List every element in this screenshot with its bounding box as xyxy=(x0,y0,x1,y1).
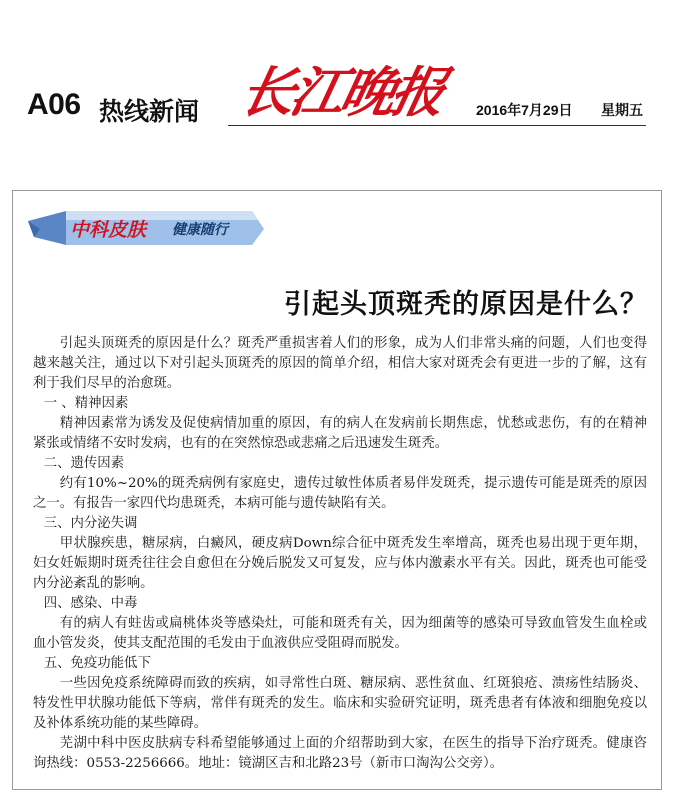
page-section-title: 热线新闻 xyxy=(99,97,200,126)
section-paragraph: 一些因免疫系统障碍而致的疾病，如寻常性白斑、糖尿病、恶性贫血、红斑狼疮、溃疡性结肠炎、特发性甲状腺功能低下等病，常伴有斑秃的发生。临床和实验研究证明，斑秃患者有体液和细胞免疫以及补体系统功能的某些障碍。 xyxy=(33,676,647,731)
logo-text: 长江晚报 xyxy=(234,60,449,124)
section-paragraph: 精神因素常为诱发及促使病情加重的原因，有的病人在发病前长期焦虑，忧愁或悲伤，有的在精神紧张或情绪不安时发病，也有的在突然惊恐或悲痛之后迅速发生斑秃。 xyxy=(33,416,647,451)
page-code: A06 xyxy=(27,88,81,121)
issue-date: 2016年7月29日 xyxy=(476,102,573,118)
section-paragraph: 约有10%~20%的斑秃病例有家庭史，遗传过敏性体质者易伴发斑秃，提示遗传可能是斑秃的原因之一。有报告一家四代均患斑秃，本病可能与遗传缺陷有关。 xyxy=(33,476,647,511)
section-heading: 二、遗传因素 xyxy=(43,456,125,471)
newspaper-logo xyxy=(234,50,456,130)
issue-weekday: 星期五 xyxy=(601,103,643,119)
masthead xyxy=(0,0,676,140)
section-paragraph: 有的病人有蛀齿或扁桃体炎等感染灶，可能和斑秃有关，因为细菌等的感染可导致血管发生血栓或血小管发炎，使其支配范围的毛发由于血液供应受阻碍而脱发。 xyxy=(33,616,647,651)
closing-paragraph: 芜湖中科中医皮肤病专科希望能够通过上面的介绍帮助到大家，在医生的指导下治疗斑秃。健康咨询热线：0553-2256666。地址：镜湖区吉和北路23号（新市口淘沟公交旁）。 xyxy=(33,736,647,771)
section-heading: 五、免疫功能低下 xyxy=(43,656,151,671)
section-paragraph: 甲状腺疾患，糖尿病，白癜风，硬皮病Down综合征中斑秃发生率增高，斑秃也易出现于更年期，妇女妊娠期时斑秃往往会自愈但在分娩后脱发又可复发，应与体内激素水平有关。因此，斑秃也可能受内分泌紊乱的影响。 xyxy=(33,536,647,591)
article-headline: 引起头顶斑秃的原因是什么？ xyxy=(284,289,648,320)
section-heading: 一 、精神因素 xyxy=(43,396,129,411)
intro-paragraph: 引起头顶斑秃的原因是什么？斑秃严重损害着人们的形象，成为人们非常头痛的问题，人们也变得越来越关注，通过以下对引起头顶斑秃的原因的简单介绍，相信大家对斑秃会有更进一步的了解，这有利于我们尽早的治愈斑。 xyxy=(33,336,647,391)
article-body xyxy=(33,334,647,774)
column-banner xyxy=(26,207,266,251)
banner-subtitle: 健康随行 xyxy=(172,222,228,238)
banner-brand: 中科皮肤 xyxy=(70,219,147,241)
section-heading: 四、感染、中毒 xyxy=(43,596,138,611)
section-heading: 三、内分泌失调 xyxy=(43,516,138,531)
